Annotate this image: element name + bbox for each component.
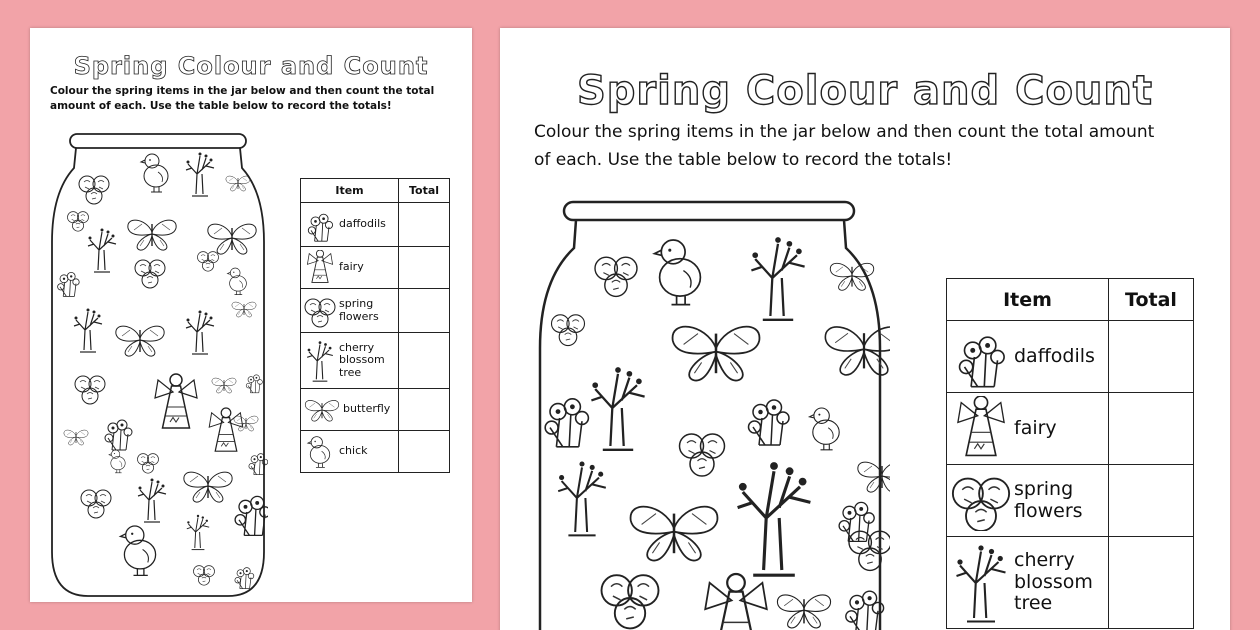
total-cell[interactable] xyxy=(399,203,450,247)
tally-table xyxy=(946,278,1194,629)
header-total: Total xyxy=(399,179,450,203)
table-row xyxy=(301,431,450,473)
jar-illustration xyxy=(530,198,890,630)
row-label: spring flowers xyxy=(339,296,379,323)
instructions-line-1: Colour the spring items in the jar below and then count the total amount xyxy=(534,122,1155,142)
header-item: Item xyxy=(301,179,399,203)
row-label: chick xyxy=(339,444,368,458)
instructions-line-1: Colour the spring items in the jar below and then count the total amount xyxy=(50,85,435,112)
table-row xyxy=(301,289,450,333)
row-label: daffodils xyxy=(1014,344,1095,367)
tally-table xyxy=(300,178,450,473)
worksheet-instructions xyxy=(50,84,450,114)
butterfly-icon xyxy=(304,394,340,426)
total-cell[interactable] xyxy=(1109,393,1194,465)
row-label: spring flowers xyxy=(1014,477,1083,522)
header-total: Total xyxy=(1109,279,1194,321)
table-row xyxy=(301,389,450,431)
total-cell[interactable] xyxy=(399,389,450,431)
row-label: fairy xyxy=(339,260,364,274)
worksheet-title: Spring Colour and Count xyxy=(576,68,1153,114)
spring-flowers-icon xyxy=(951,471,1011,531)
jar-illustration xyxy=(48,132,268,602)
fairy-icon xyxy=(304,250,336,286)
fairy-icon xyxy=(951,396,1011,462)
worksheet-preview-large xyxy=(500,28,1230,630)
table-row xyxy=(947,321,1194,393)
daffodils-icon xyxy=(951,324,1011,390)
total-cell[interactable] xyxy=(399,289,450,333)
spring-flowers-icon xyxy=(304,293,336,329)
total-cell[interactable] xyxy=(399,333,450,389)
daffodils-icon xyxy=(304,207,336,243)
worksheet-preview-small xyxy=(30,28,472,602)
total-cell[interactable] xyxy=(399,431,450,473)
row-label: butterfly xyxy=(343,402,391,416)
row-label: cherry blossom tree xyxy=(1014,548,1093,615)
jar-items xyxy=(58,153,268,589)
row-label: fairy xyxy=(1014,416,1057,439)
table-row xyxy=(947,393,1194,465)
table-row xyxy=(301,203,450,247)
table-row xyxy=(301,247,450,289)
instructions-line-2: of each. Use the table below to record the totals! xyxy=(534,150,953,170)
table-row xyxy=(301,333,450,389)
worksheet-instructions xyxy=(534,118,1214,174)
table-row xyxy=(947,465,1194,537)
total-cell[interactable] xyxy=(399,247,450,289)
total-cell[interactable] xyxy=(1109,321,1194,393)
table-row xyxy=(947,537,1194,629)
row-label: daffodils xyxy=(339,217,386,231)
instructions-line-2: of each. Use the table below to record the totals! xyxy=(98,100,392,112)
row-label: cherry blossom tree xyxy=(339,340,385,379)
worksheet-title: Spring Colour and Count xyxy=(73,52,429,80)
jar-items xyxy=(545,237,890,630)
total-cell[interactable] xyxy=(1109,537,1194,629)
cherry-blossom-tree-icon xyxy=(951,541,1011,625)
cherry-blossom-tree-icon xyxy=(304,339,336,383)
header-item: Item xyxy=(947,279,1109,321)
chick-icon xyxy=(304,435,336,469)
total-cell[interactable] xyxy=(1109,465,1194,537)
